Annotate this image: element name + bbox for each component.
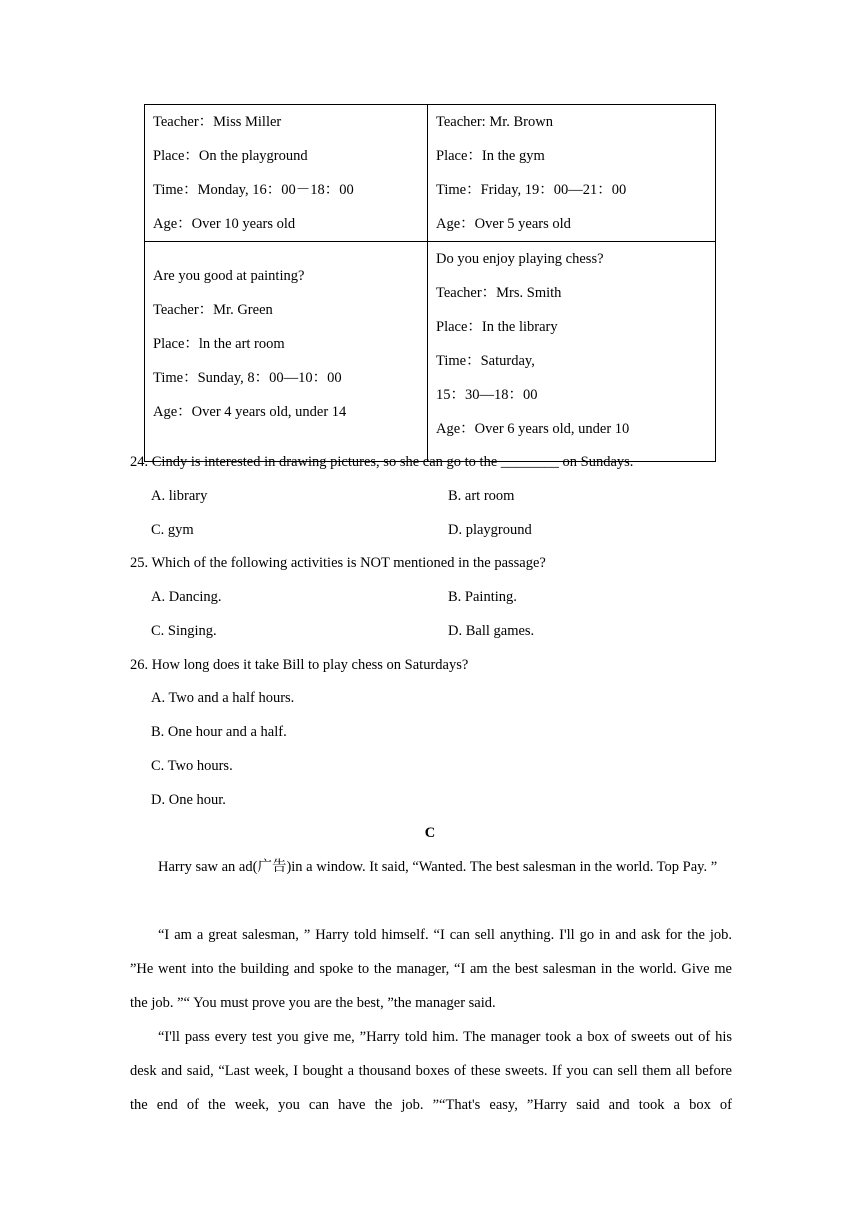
cell-line: Teacher: Mr. Brown (436, 114, 553, 130)
cell-line: Age：Over 4 years old, under 14 (153, 404, 347, 420)
cell-line: Teacher：Mr. Green (153, 302, 273, 318)
section-title: C (424, 825, 436, 841)
cell-line: Age：Over 10 years old (153, 216, 296, 232)
table-row (145, 105, 716, 242)
club-cell-mrs-smith (428, 242, 716, 462)
club-cell-mr-green (145, 242, 428, 462)
cell-line: Place：On the playground (153, 148, 308, 164)
passage-paragraph: “I am a great salesman, ” Harry told himself. “I can sell anything. I'll go in and ask for the job. ”He went into the building and spoke to the manager, “I am the best salesman in the world. Give me the job. ”“ You must prove you are the best, ”the manager said. (130, 927, 732, 1011)
question-25: 25. Which of the following activities is NOT mentioned in the passage? (130, 555, 546, 571)
cell-line: Teacher：Miss Miller (153, 114, 282, 130)
question-24: 24. Cindy is interested in drawing pictures, so she can go to the ________ on Sundays. (130, 454, 634, 470)
option-c[interactable]: C. Two hours. (151, 758, 233, 774)
cell-line: Time：Saturday, (436, 353, 535, 369)
club-cell-miss-miller (145, 105, 428, 242)
option-a[interactable]: A. Two and a half hours. (151, 690, 295, 706)
cell-line: Time：Sunday, 8：00—10：00 (153, 370, 342, 386)
cell-line: Are you good at painting? (153, 268, 305, 284)
club-cell-mr-brown (428, 105, 716, 242)
cell-line: Age：Over 5 years old (436, 216, 571, 232)
option-c[interactable]: C. Singing. (151, 623, 217, 639)
option-c[interactable]: C. gym (151, 522, 194, 538)
club-info-table (144, 104, 716, 462)
cell-line: Time：Friday, 19：00—21：00 (436, 182, 627, 198)
question-26: 26. How long does it take Bill to play chess on Saturdays? (130, 657, 469, 673)
cell-line: Time：Monday, 16：00－18：00 (153, 182, 354, 198)
option-d[interactable]: D. playground (448, 522, 532, 538)
cell-line: Place：In the gym (436, 148, 545, 164)
option-a[interactable]: A. library (151, 488, 208, 504)
cell-line: Do you enjoy playing chess? (436, 251, 604, 267)
option-d[interactable]: D. Ball games. (448, 623, 535, 639)
cell-line: Place：ln the art room (153, 336, 285, 352)
option-d[interactable]: D. One hour. (151, 792, 226, 808)
option-b[interactable]: B. One hour and a half. (151, 724, 287, 740)
passage-paragraph: Harry saw an ad(广告)in a window. It said, “Wanted. The best salesman in the world. Top Pay. ” (158, 859, 718, 875)
option-b[interactable]: B. Painting. (448, 589, 517, 605)
option-a[interactable]: A. Dancing. (151, 589, 222, 605)
cell-line: Teacher：Mrs. Smith (436, 285, 562, 301)
cell-line: Place：In the library (436, 319, 558, 335)
table-row (145, 242, 716, 462)
cell-line: 15：30—18：00 (436, 387, 538, 403)
option-b[interactable]: B. art room (448, 488, 515, 504)
passage-paragraph: “I'll pass every test you give me, ”Harry told him. The manager took a box of sweets out of his desk and said, “Last week, I bought a thousand boxes of these sweets. If you can sell them all before the end of the week, you can have the job. ”“That's easy, ”Harry said and took a box of (130, 1029, 732, 1113)
cell-line: Age：Over 6 years old, under 10 (436, 421, 630, 437)
